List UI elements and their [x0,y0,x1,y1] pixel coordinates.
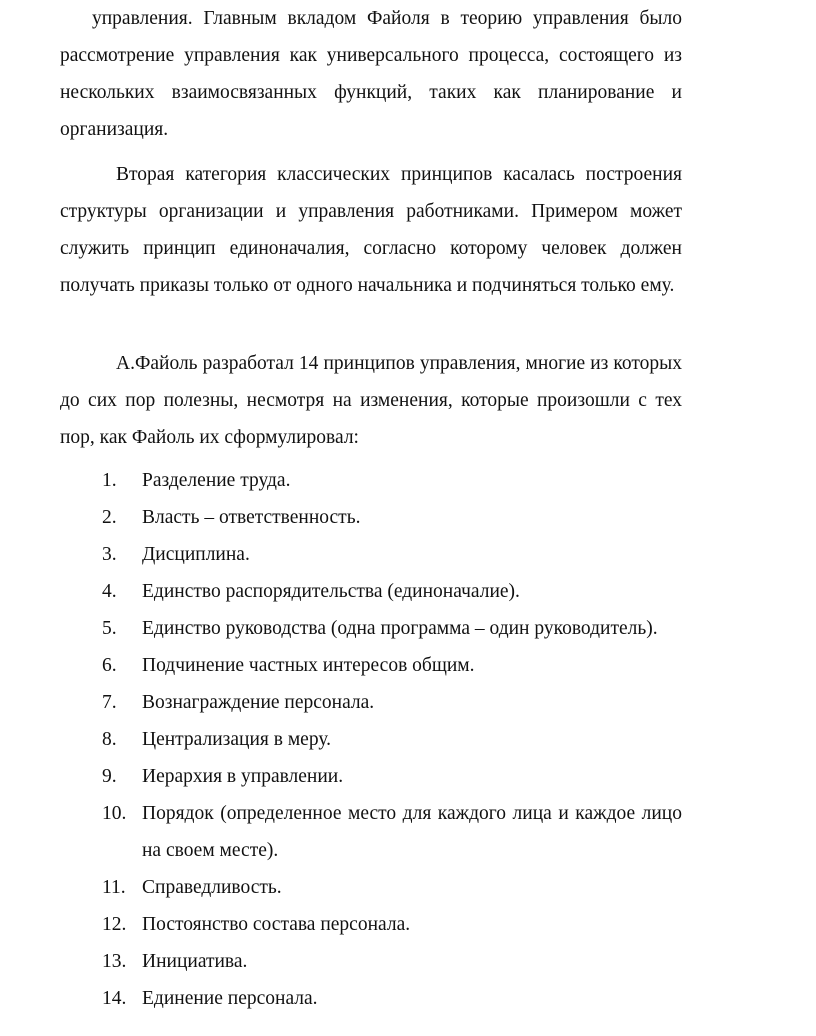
list-item-text: Единение персонала. [142,988,318,1009]
list-item [102,647,682,684]
list-item [102,758,682,795]
list-item [102,795,682,869]
list-item [102,943,682,980]
list-item [102,721,682,758]
list-item [102,610,682,647]
list-item-text: Дисциплина. [142,544,250,565]
list-item [102,462,682,499]
list-item-text: Единство руководства (одна программа – один руководитель). [142,618,658,639]
list-item-text: Постоянство состава персонала. [142,914,411,935]
list-item-text: Иерархия в управлении. [142,766,344,787]
list-item-text: Власть – ответственность. [142,507,361,528]
list-item-number: 11. [102,877,126,898]
principles-list [102,462,682,1017]
list-item-number: 3. [102,544,117,565]
list-item [102,684,682,721]
list-item-number: 6. [102,655,117,676]
list-item-number: 10. [102,803,127,824]
list-item-number: 14. [102,988,127,1009]
list-item-number: 4. [102,581,117,602]
list-item-text: Разделение труда. [142,470,291,491]
paragraph-second-category: Вторая категория классических принципов касалась построения структуры организации и управления работниками. Примером может служить принцип единоначалия, согласно которому человек должен получать приказы только от одного начальника и подчиняться только ему. [60,164,682,296]
list-item [102,980,682,1017]
list-item-text: Подчинение частных интересов общим. [142,655,475,676]
list-item-text: Единство распорядительства (единоначалие). [142,581,520,602]
list-item [102,573,682,610]
list-item-number: 2. [102,507,117,528]
list-item-number: 1. [102,470,117,491]
list-item-number: 8. [102,729,117,750]
list-item-number: 13. [102,951,127,972]
list-item-text: Порядок (определенное место для каждого лица и каждое лицо на своем месте). [142,803,682,861]
list-item-text: Справедливость. [142,877,282,898]
list-item-text: Централизация в меру. [142,729,331,750]
list-item-text: Вознаграждение персонала. [142,692,375,713]
list-item [102,536,682,573]
list-item [102,906,682,943]
paragraph-fayol-contribution: управления. Главным вкладом Файоля в теорию управления было рассмотрение управления как универсального процесса, состоящего из нескольких взаимосвязанных функций, таких как планирование и организация. [60,8,682,140]
list-item [102,499,682,536]
list-item-text: Инициатива. [142,951,248,972]
list-item-number: 12. [102,914,127,935]
list-item-number: 7. [102,692,117,713]
list-item [102,869,682,906]
list-item-number: 9. [102,766,117,787]
paragraph-fourteen-principles: А.Файоль разработал 14 принципов управления, многие из которых до сих пор полезны, несмотря на изменения, которые произошли с тех пор, как Файоль их сформулировал: [60,353,682,448]
list-item-number: 5. [102,618,117,639]
